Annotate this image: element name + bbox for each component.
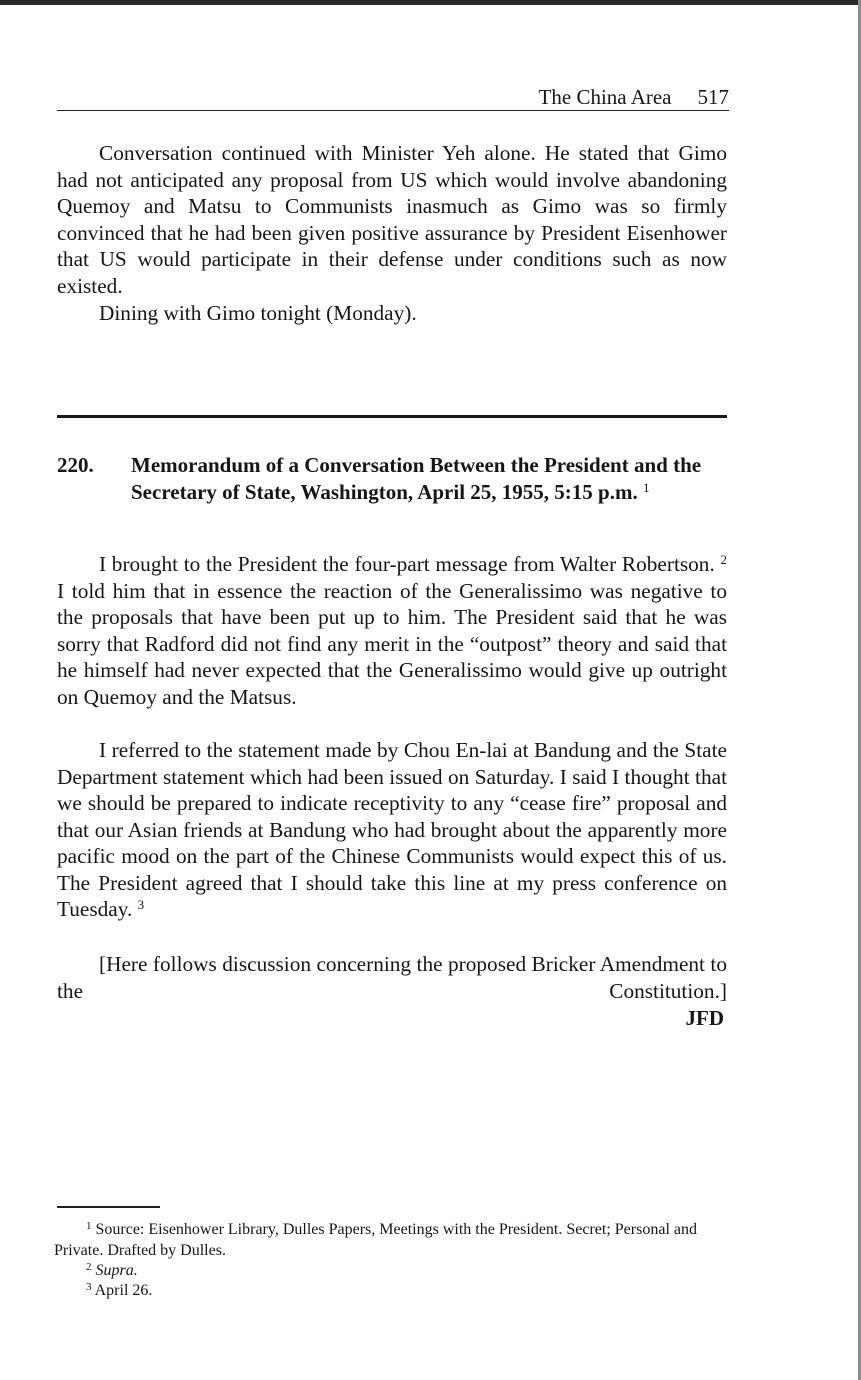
- footnote-3-marker: 3: [86, 1281, 92, 1293]
- footnote-2-marker: 2: [86, 1261, 92, 1273]
- footnote-2: [54, 1261, 726, 1282]
- scan-top-border: [0, 0, 861, 5]
- footnote-rule: [57, 1206, 160, 1208]
- body-paragraph-1: [57, 551, 727, 710]
- running-head-title: The China Area: [538, 85, 672, 109]
- document-title: [131, 452, 721, 505]
- page-number: 517: [697, 85, 729, 109]
- footnote-3: [54, 1281, 726, 1302]
- signature-initials: JFD: [685, 1006, 724, 1030]
- running-head: [57, 84, 729, 111]
- body-paragraph-1-rest: I told him that in essence the reaction of the Generalissimo was negative to the proposals that have been put up to him. The President said that he was sorry that Radford did not find any merit in the “outpost” theory and said that he himself had never expected that the Generalissimo would give up outright on Quemoy and the Matsus.: [57, 578, 727, 709]
- footnote-1-marker: 1: [86, 1220, 92, 1232]
- body-paragraph-3: [Here follows discussion concerning the proposed Bricker Amendment to the Constitution.]: [57, 952, 727, 1003]
- body-paragraph-2-text: I referred to the statement made by Chou En-lai at Bandung and the State Department statement which had been issued on Saturday. I said I thought that we should be prepared to indicate receptivity to any “cease fire” proposal and that our Asian friends at Bandung who had brought about the apparently more pacific mood on the part of the Chinese Communists would expect this of us. The President agreed that I should take this line at my press conference on Tuesday.: [57, 738, 727, 921]
- body-paragraph-2: [57, 737, 727, 923]
- footnote-ref-1: 1: [642, 479, 650, 495]
- section-divider: [57, 415, 727, 418]
- footnote-1: [54, 1220, 726, 1261]
- continued-paragraph-2: Dining with Gimo tonight (Monday).: [99, 301, 417, 325]
- footnote-1-text: Source: Eisenhower Library, Dulles Papers, Meetings with the President. Secret; Personal and Private. Drafted by Dulles.: [54, 1221, 697, 1259]
- footnote-ref-3: 3: [137, 897, 145, 912]
- footnote-ref-2: 2: [720, 552, 728, 567]
- document-title-text: Memorandum of a Conversation Between the President and the Secretary of State, Washington, April 25, 1955, 5:15 p.m.: [131, 453, 702, 504]
- continued-paragraph-1: Conversation continued with Minister Yeh alone. He stated that Gimo had not anticipated any proposal from US which would involve abandoning Quemoy and Matsu to Communists inasmuch as Gimo was so firmly convinced that he had been given positive assurance by President Eisenhower that US would participate in their defense under conditions such as now existed.: [57, 141, 727, 298]
- body-paragraph-1-start: I brought to the President the four-part message from Walter Robertson.: [99, 552, 715, 576]
- document-number: 220.: [57, 453, 94, 477]
- footnote-2-text: Supra.: [95, 1262, 138, 1279]
- footnote-3-text: April 26.: [94, 1282, 153, 1299]
